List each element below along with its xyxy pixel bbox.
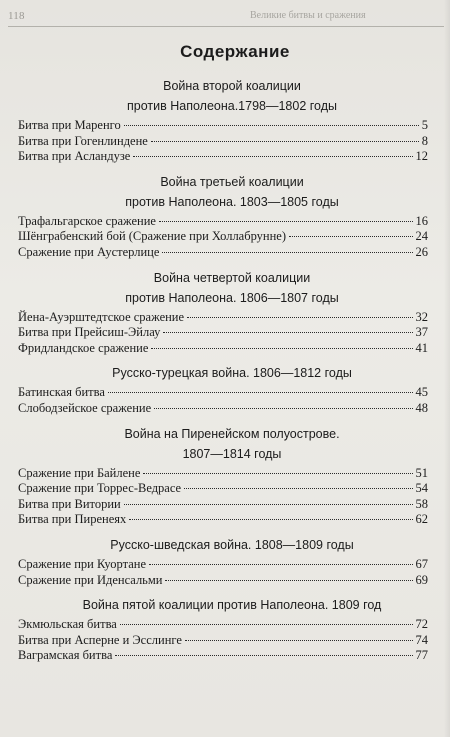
toc-entry[interactable] [18, 573, 428, 589]
entry-page-number: 51 [415, 465, 428, 480]
toc-entry[interactable] [18, 466, 428, 482]
entry-page-number: 24 [415, 229, 428, 244]
dot-leader [154, 408, 412, 409]
entry-page-number: 69 [415, 572, 428, 587]
entry-label: Фридландское сражение [18, 340, 149, 355]
dot-leader [129, 519, 412, 520]
dot-leader [162, 252, 412, 253]
toc-entry[interactable] [18, 118, 428, 134]
entry-label: Сражение при Куортане [18, 556, 147, 571]
section-title: Война на Пиренейском полуострове. [124, 426, 340, 441]
entry-page-number: 67 [415, 556, 428, 571]
section-title: 1807—1814 годы [182, 446, 282, 461]
toc-entry[interactable] [18, 648, 428, 664]
entry-page-number: 45 [415, 385, 428, 400]
toc-entry[interactable] [18, 633, 428, 649]
toc-entry[interactable] [18, 341, 428, 357]
entry-label: Битва при Асперне и Эсслинге [18, 632, 182, 647]
toc-entry[interactable] [18, 481, 428, 497]
entry-page-number: 37 [415, 325, 428, 340]
entry-label: Битва при Гогенлиндене [18, 133, 148, 148]
entry-page-number: 8 [421, 133, 428, 148]
entry-page-number: 62 [415, 512, 428, 527]
toc-section [18, 270, 428, 357]
entry-page-number: 48 [415, 400, 428, 415]
dot-leader [165, 580, 412, 581]
toc-entry[interactable] [18, 245, 428, 261]
toc-entry[interactable] [18, 310, 428, 326]
page-edge-shadow [444, 0, 450, 737]
toc-section [18, 426, 428, 528]
dot-leader [187, 317, 412, 318]
entry-page-number: 77 [415, 648, 428, 663]
entry-page-number: 16 [415, 213, 428, 228]
entry-label: Шёнграбенский бой (Сражение при Холлабрунне) [18, 229, 287, 244]
table-of-contents [18, 42, 428, 673]
dot-leader [289, 236, 412, 237]
toc-section [18, 537, 428, 588]
entry-page-number: 5 [421, 118, 428, 132]
toc-entry[interactable] [18, 557, 428, 573]
entry-page-number: 72 [415, 617, 428, 632]
entry-label: Битва при Асландузе [18, 149, 131, 164]
toc-entry[interactable] [18, 385, 428, 401]
dot-leader [149, 564, 412, 565]
section-title: Русско-турецкая война. 1806—1812 годы [112, 366, 352, 381]
toc-sections [18, 78, 428, 664]
toc-entry[interactable] [18, 497, 428, 513]
entry-label: Сражение при Иденсальми [18, 572, 163, 587]
toc-section [18, 365, 428, 416]
entry-page-number: 12 [415, 149, 428, 164]
entry-page-number: 54 [415, 481, 428, 496]
running-header: Великие битвы и сражения [250, 10, 366, 21]
toc-title: Содержание [180, 42, 290, 61]
toc-entry[interactable] [18, 149, 428, 165]
entry-page-number: 74 [415, 632, 428, 647]
dot-leader [124, 125, 419, 126]
entry-label: Сражение при Аустерлице [18, 244, 160, 259]
entry-label: Экмюльская битва [18, 617, 117, 632]
section-title: Война четвертой коалиции [153, 270, 311, 285]
entry-label: Битва при Витории [18, 496, 121, 511]
entry-label: Батинская битва [18, 385, 105, 400]
toc-entry[interactable] [18, 325, 428, 341]
toc-entry[interactable] [18, 512, 428, 528]
entry-label: Ваграмская битва [18, 648, 113, 663]
dot-leader [124, 504, 413, 505]
section-title: Война второй коалиции [163, 79, 301, 93]
toc-section [18, 597, 428, 664]
header-rule [8, 26, 444, 27]
section-title: против Наполеона. 1806—1807 годы [125, 290, 339, 305]
dot-leader [120, 624, 413, 625]
entry-label: Битва при Маренго [18, 118, 121, 132]
page-number: 118 [8, 10, 25, 22]
entry-label: Йена-Ауэрштедтское сражение [18, 309, 185, 324]
entry-page-number: 58 [415, 496, 428, 511]
toc-entry[interactable] [18, 214, 428, 230]
entry-label: Трафальгарское сражение [18, 213, 156, 228]
toc-entry[interactable] [18, 401, 428, 417]
entry-page-number: 26 [415, 244, 428, 259]
dot-leader [159, 221, 413, 222]
toc-section [18, 78, 428, 165]
dot-leader [151, 141, 419, 142]
dot-leader [163, 332, 412, 333]
toc-entry[interactable] [18, 617, 428, 633]
toc-entry[interactable] [18, 134, 428, 150]
entry-label: Битва при Пиренеях [18, 512, 127, 527]
entry-label: Слободзейское сражение [18, 400, 152, 415]
dot-leader [108, 392, 413, 393]
dot-leader [133, 156, 412, 157]
section-title: Русско-шведская война. 1808—1809 годы [110, 537, 354, 552]
section-title: против Наполеона. 1803—1805 годы [125, 194, 339, 209]
entry-label: Битва при Прейсиш-Эйлау [18, 325, 161, 340]
toc-section [18, 174, 428, 261]
section-title: против Наполеона.1798—1802 годы [127, 99, 337, 113]
section-title: Война пятой коалиции против Наполеона. 1809 год [82, 598, 382, 613]
entry-label: Сражение при Торрес-Ведрасе [18, 481, 182, 496]
entry-page-number: 32 [415, 309, 428, 324]
dot-leader [143, 473, 412, 474]
dot-leader [185, 640, 413, 641]
section-title: Война третьей коалиции [160, 174, 304, 189]
dot-leader [115, 655, 412, 656]
dot-leader [151, 348, 412, 349]
entry-label: Сражение при Байлене [18, 465, 141, 480]
entry-page-number: 41 [415, 340, 428, 355]
dot-leader [184, 488, 412, 489]
toc-entry[interactable] [18, 229, 428, 245]
